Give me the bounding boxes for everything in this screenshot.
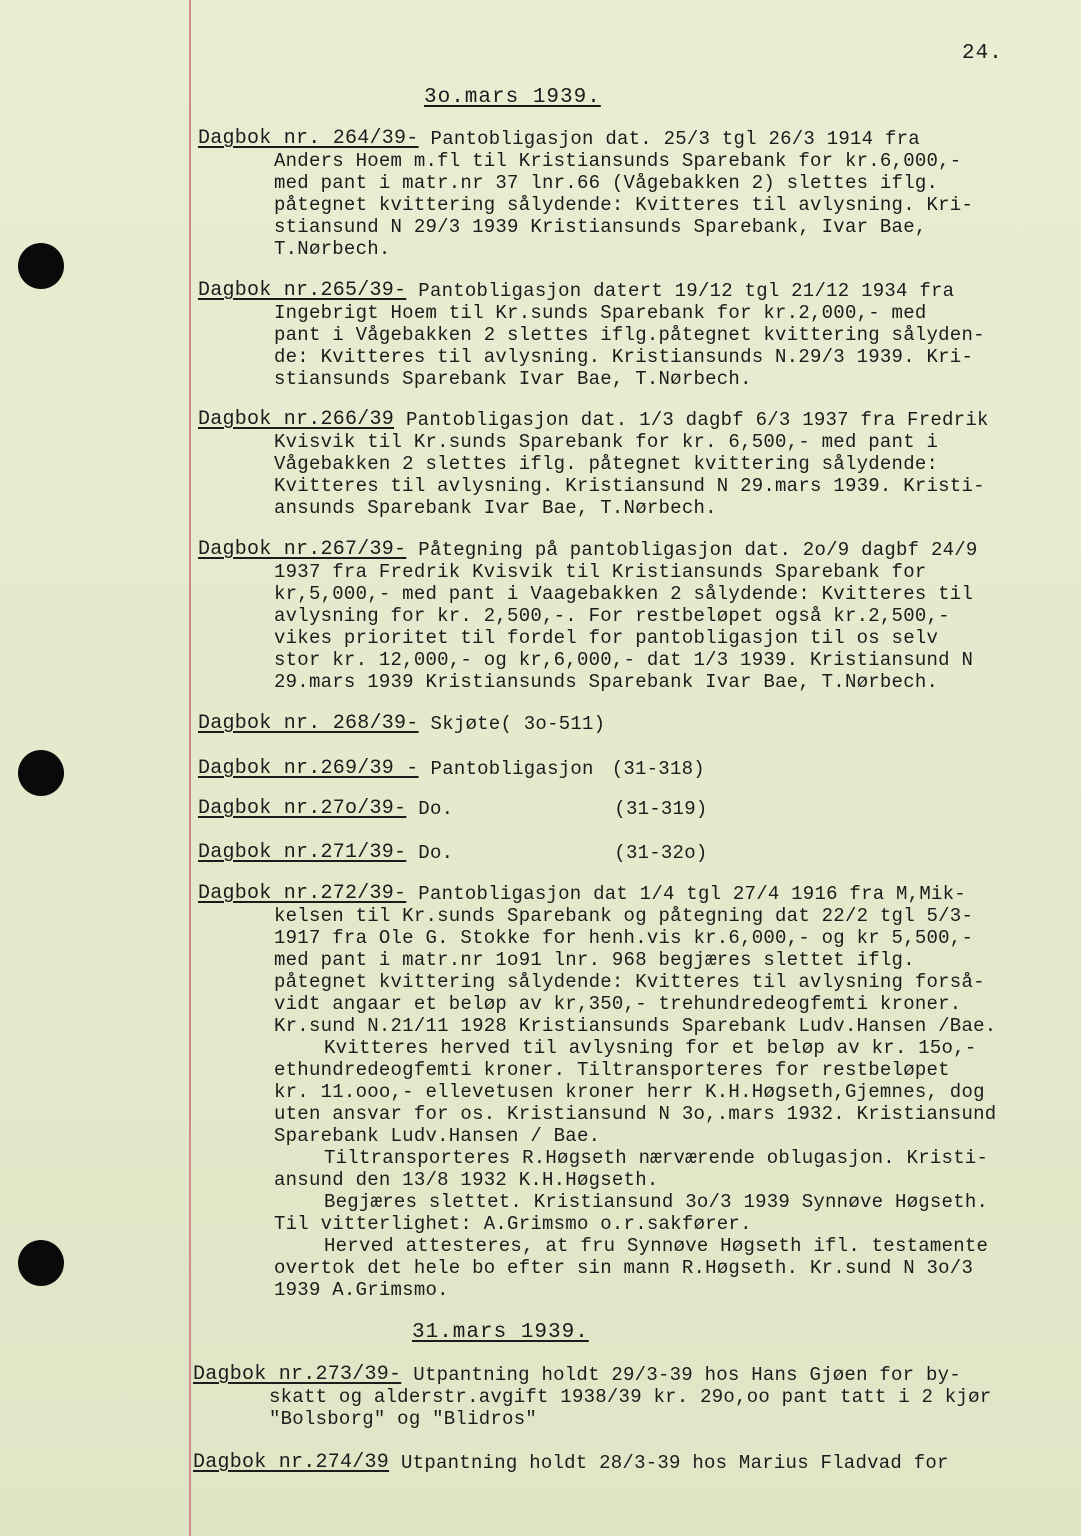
entry-line: 29.mars 1939 Kristiansunds Sparebank Ivar Bae, T.Nørbech. [274,671,939,693]
entry-text: Utpantning holdt 28/3-39 hos Marius Fladvad for [401,1452,949,1474]
entry-line: overtok det hele bo efter sin mann R.Høgseth. Kr.sund N 3o/3 [274,1257,974,1279]
entry-number: Dagbok nr.266/39 [198,408,395,431]
entry-line: stiansunds Sparebank Ivar Bae, T.Nørbech. [274,368,752,390]
entry-number: Dagbok nr.272/39- [198,882,407,905]
entry-line: ansunds Sparebank Ivar Bae, T.Nørbech. [274,497,717,519]
entry-number: Dagbok nr.271/39- [198,841,407,864]
journal-entry [198,883,1072,1301]
margin-rule [189,0,191,1536]
journal-entry [198,712,1072,736]
entry-line: ansund den 13/8 1932 K.H.Høgseth. [274,1169,659,1191]
entry-line: Sparebank Ludv.Hansen / Bae. [274,1125,601,1147]
journal-entry [198,757,1072,781]
entry-line: med pant i matr.nr 1o91 lnr. 968 begjæres slettet iflg. [274,949,915,971]
entry-line: kelsen til Kr.sunds Sparebank og påtegning dat 22/2 tgl 5/3- [274,905,974,927]
entry-number: Dagbok nr.269/39 - [198,757,419,780]
entry-line: Kvisvik til Kr.sunds Sparebank for kr. 6,500,- med pant i [274,431,939,453]
date-heading: 3o.mars 1939. [424,86,601,109]
entry-text: Skjøte( 3o-511) [430,713,606,735]
page-number: 24. [962,42,1003,65]
punch-hole [18,750,64,796]
punch-hole [18,243,64,289]
entry-text: Pantobligasjon dat. 1/3 dagbf 6/3 1937 fra Fredrik [406,409,989,431]
entry-number: Dagbok nr. 268/39- [198,712,419,735]
entry-line: påtegnet kvittering sålydende: Kvitteres til avlysning. Kri- [274,194,974,216]
entry-line: Kr.sund N.21/11 1928 Kristiansunds Sparebank Ludv.Hansen /Bae. [274,1015,997,1037]
entry-number: Dagbok nr.265/39- [198,279,407,302]
entry-reference: (31-32o) [614,842,708,864]
entry-text: Utpantning holdt 29/3-39 hos Hans Gjøen for by- [413,1364,961,1386]
entry-line: 1937 fra Fredrik Kvisvik til Kristiansunds Sparebank for [274,561,927,583]
entry-line: stor kr. 12,000,- og kr,6,000,- dat 1/3 1939. Kristiansund N [274,649,974,671]
entry-line: kr. 11.ooo,- ellevetusen kroner herr K.H.Høgseth,Gjemnes, dog [274,1081,985,1103]
entry-text: Pantobligasjon [430,758,594,780]
punch-hole [18,1240,64,1286]
entry-line: 1917 fra Ole G. Stokke for henh.vis kr.6,000,- og kr 5,500,- [274,927,974,949]
date-heading: 31.mars 1939. [412,1321,589,1344]
entry-line: vidt angaar et beløp av kr,350,- trehundredeogfemti kroner. [274,993,962,1015]
entry-number: Dagbok nr.27o/39- [198,797,407,820]
entry-text: Påtegning på pantobligasjon dat. 2o/9 dagbf 24/9 [418,539,978,561]
entry-reference: (31-319) [614,798,708,820]
entry-text: Pantobligasjon dat 1/4 tgl 27/4 1916 fra M,Mik- [418,883,966,905]
entry-text: Do. [418,842,454,864]
entry-reference: (31-318) [611,758,705,780]
entry-text: Pantobligasjon dat. 25/3 tgl 26/3 1914 fra [430,128,920,150]
journal-entry [198,128,1072,260]
journal-entry [198,539,1072,693]
entry-number: Dagbok nr. 264/39- [198,127,419,150]
entry-line: Herved attesteres, at fru Synnøve Høgseth ifl. testamente [324,1235,989,1257]
entry-line: med pant i matr.nr 37 lnr.66 (Vågebakken 2) slettes iflg. [274,172,939,194]
entry-line: Vågebakken 2 slettes iflg. påtegnet kvittering sålydende: [274,453,939,475]
entry-line: stiansund N 29/3 1939 Kristiansunds Sparebank, Ivar Bae, [274,216,927,238]
entry-line: Til vitterlighet: A.Grimsmo o.r.sakfører. [274,1213,752,1235]
entry-text: Do. [418,798,454,820]
entry-line: pant i Vågebakken 2 slettes iflg.påtegnet kvittering sålyden- [274,324,985,346]
entry-line: kr,5,000,- med pant i Vaagebakken 2 sålydende: Kvitteres til [274,583,974,605]
journal-entry [193,1364,1067,1430]
entry-line: uten ansvar for os. Kristiansund N 3o,.mars 1932. Kristiansund [274,1103,997,1125]
entry-line: 1939 A.Grimsmo. [274,1279,449,1301]
journal-entry [198,797,1072,821]
entry-number: Dagbok nr.274/39 [193,1451,390,1474]
entry-line: avlysning for kr. 2,500,-. For restbeløpet også kr.2,500,- [274,605,950,627]
entry-line: Begjæres slettet. Kristiansund 3o/3 1939 Synnøve Høgseth. [324,1191,989,1213]
entry-line: Ingebrigt Hoem til Kr.sunds Sparebank for kr.2,000,- med [274,302,927,324]
entry-line: vikes prioritet til fordel for pantobligasjon til os selv [274,627,939,649]
entry-line: skatt og alderstr.avgift 1938/39 kr. 29o,oo pant tatt i 2 kjør [269,1386,992,1408]
entry-line: "Bolsborg" og "Blidros" [269,1408,537,1430]
entry-line: Anders Hoem m.fl til Kristiansunds Sparebank for kr.6,000,- [274,150,962,172]
journal-entry [198,280,1072,390]
entry-line: Kvitteres herved til avlysning for et beløp av kr. 15o,- [324,1037,977,1059]
entry-number: Dagbok nr.273/39- [193,1363,402,1386]
entry-line: T.Nørbech. [274,238,391,260]
entry-line: ethundredeogfemti kroner. Tiltransporteres for restbeløpet [274,1059,950,1081]
journal-entry [193,1452,1067,1474]
entry-text: Pantobligasjon datert 19/12 tgl 21/12 1934 fra [418,280,955,302]
entry-line: Tiltransporteres R.Høgseth nærværende oblugasjon. Kristi- [324,1147,989,1169]
entry-line: de: Kvitteres til avlysning. Kristiansunds N.29/3 1939. Kri- [274,346,974,368]
entry-number: Dagbok nr.267/39- [198,538,407,561]
journal-entry [198,841,1072,865]
entry-line: Kvitteres til avlysning. Kristiansund N 29.mars 1939. Kristi- [274,475,985,497]
journal-entry [198,409,1072,519]
entry-line: påtegnet kvittering sålydende: Kvitteres til avlysning forså- [274,971,985,993]
